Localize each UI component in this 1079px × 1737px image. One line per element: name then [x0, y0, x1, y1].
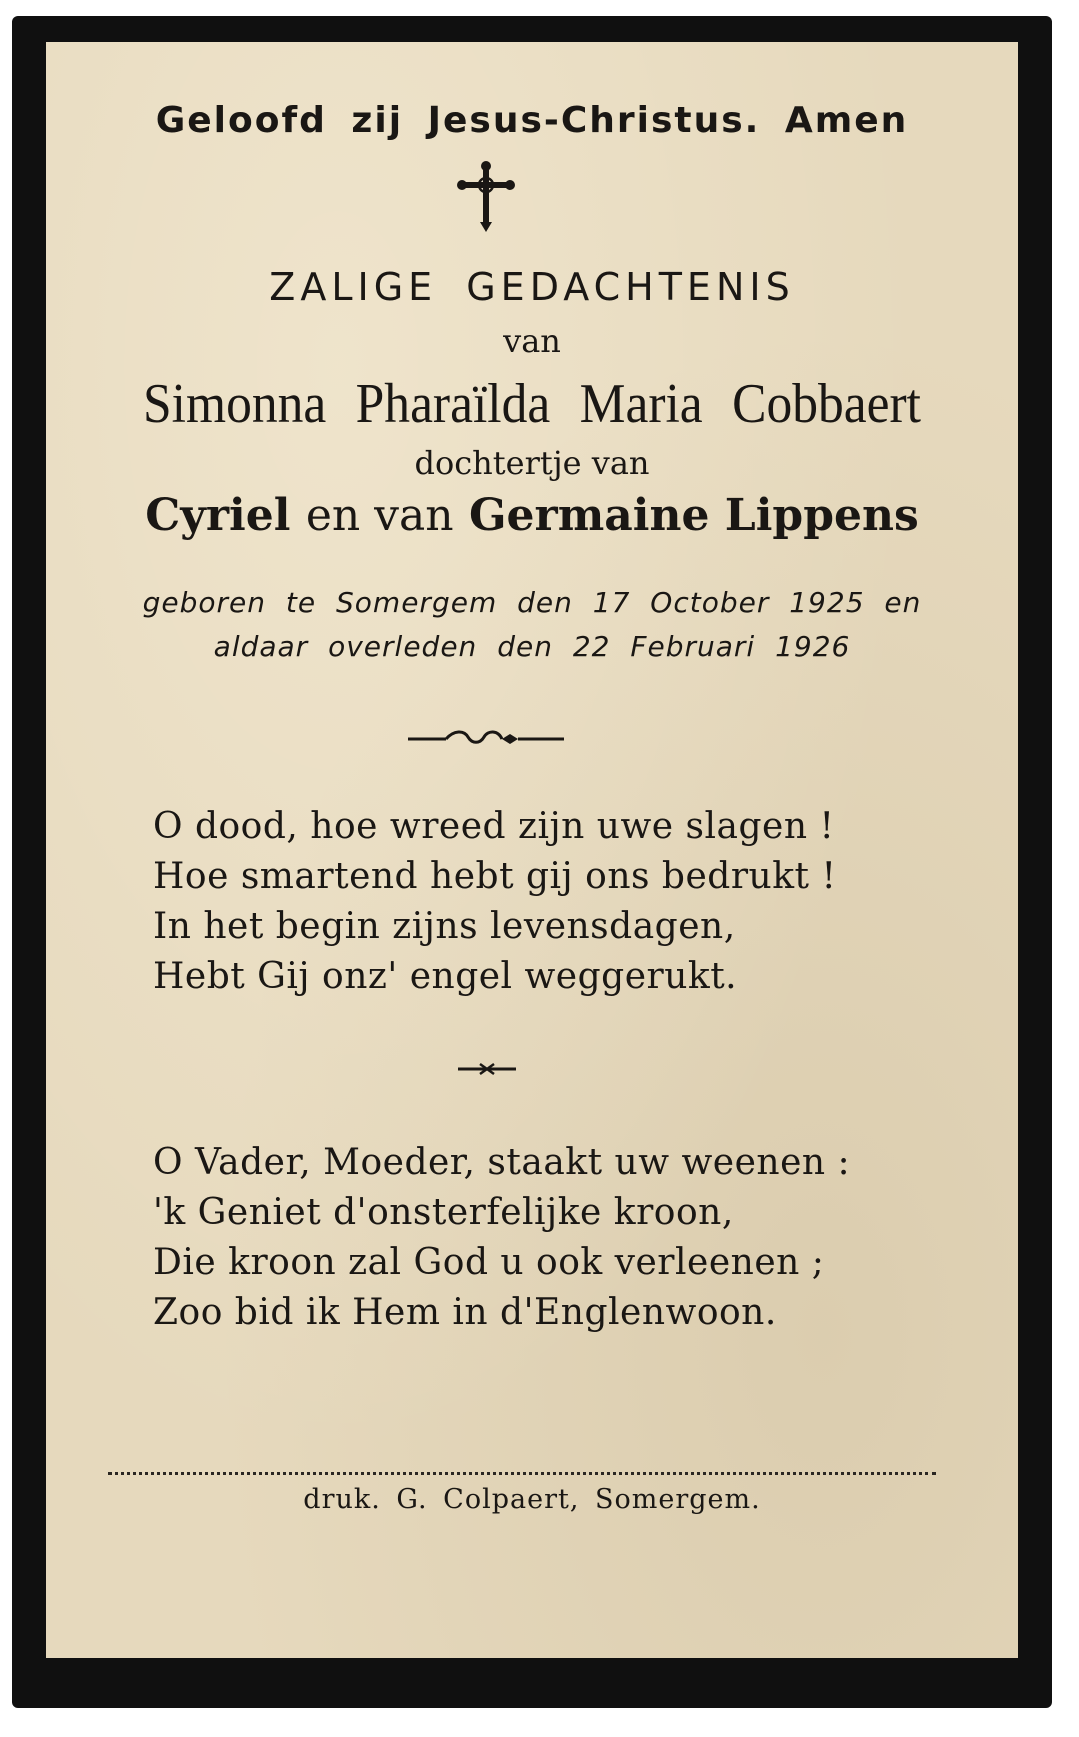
parent-father: Cyriel	[145, 490, 291, 541]
parent-mother: Germaine Lippens	[468, 490, 919, 541]
verse-two-line: O Vader, Moeder, staakt uw weenen :	[153, 1142, 851, 1183]
memorial-card	[46, 42, 1018, 1658]
flourish-ornament-icon	[406, 728, 566, 750]
title: ZALIGE GEDACHTENIS	[269, 265, 795, 309]
verse-two-line: Zoo bid ik Hem in d'Englenwoon.	[153, 1292, 777, 1333]
verse-two-line: Die kroon zal God u ook verleenen ;	[153, 1242, 825, 1283]
verse-one-line: In het begin zijns levensdagen,	[153, 906, 736, 947]
birth-line: geboren te Somergem den 17 October 1925 en	[142, 586, 922, 619]
verse-one-line: O dood, hoe wreed zijn uwe slagen !	[153, 806, 835, 847]
parents-line	[46, 490, 1018, 541]
verse-one-line: Hebt Gij onz' engel weggerukt.	[153, 956, 738, 997]
death-line: aldaar overleden den 22 Februari 1926	[213, 630, 851, 663]
dotted-divider	[108, 1472, 936, 1475]
deceased-name: Simonna Pharaïlda Maria Cobbaert	[143, 373, 921, 435]
van-label: van	[503, 322, 561, 360]
verse-one-line: Hoe smartend hebt gij ons bedrukt !	[153, 856, 837, 897]
header-invocation: Geloofd zij Jesus-Christus. Amen	[155, 100, 909, 141]
small-divider-icon	[456, 1062, 518, 1076]
parents-join: en van	[305, 490, 454, 541]
relation-label: dochtertje van	[414, 444, 650, 482]
verse-two-line: 'k Geniet d'onsterfelijke kroon,	[153, 1192, 734, 1233]
verse-two	[153, 1138, 850, 1338]
printer-credit: druk. G. Colpaert, Somergem.	[303, 1484, 761, 1515]
verse-one	[153, 802, 836, 1002]
cross-icon	[456, 160, 516, 234]
